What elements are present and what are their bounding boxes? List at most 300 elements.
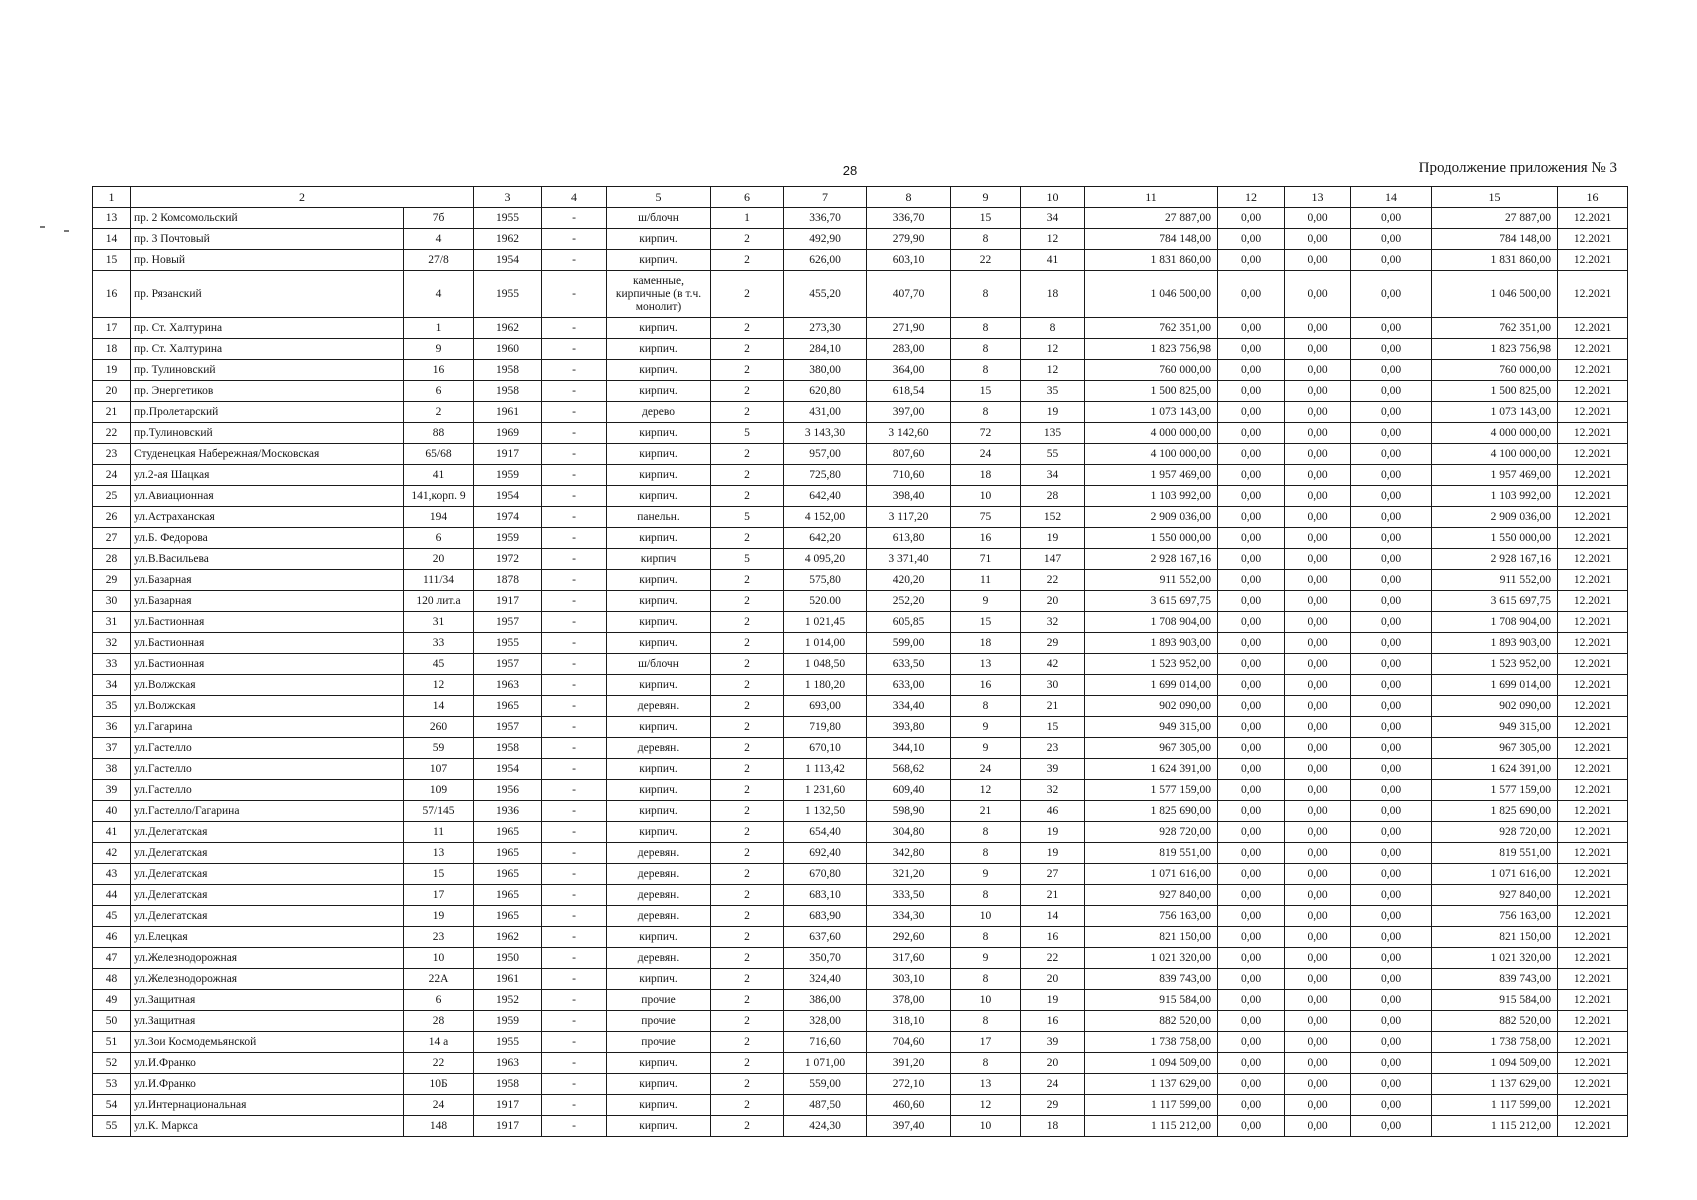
total-cost-cell: 1 957 469,00 <box>1085 465 1218 486</box>
house-number-cell: 22 <box>404 1053 474 1074</box>
column-13-cell: 0,00 <box>1285 822 1351 843</box>
column-13-cell: 0,00 <box>1285 423 1351 444</box>
column-14-cell: 0,00 <box>1351 696 1432 717</box>
house-number-cell: 88 <box>404 423 474 444</box>
year-built-cell: 1965 <box>474 906 542 927</box>
column-9-cell: 11 <box>951 570 1021 591</box>
street-cell: пр. Энергетиков <box>131 381 404 402</box>
row-number-cell: 28 <box>93 549 131 570</box>
year-built-cell: 1965 <box>474 822 542 843</box>
row-number-cell: 43 <box>93 864 131 885</box>
total-cost-cell: 819 551,00 <box>1085 843 1218 864</box>
column-10-cell: 12 <box>1021 229 1085 250</box>
column-13-cell: 0,00 <box>1285 1053 1351 1074</box>
column-14-cell: 0,00 <box>1351 927 1432 948</box>
column-15-cost-cell: 1 957 469,00 <box>1432 465 1558 486</box>
column-15-cost-cell: 1 738 758,00 <box>1432 1032 1558 1053</box>
residential-area-cell: 618,54 <box>867 381 951 402</box>
column-12-cell: 0,00 <box>1218 780 1285 801</box>
column-9-cell: 12 <box>951 780 1021 801</box>
column-15-cost-cell: 1 103 992,00 <box>1432 486 1558 507</box>
floors-cell: 2 <box>711 1032 784 1053</box>
year-built-cell: 1954 <box>474 486 542 507</box>
column-10-cell: 28 <box>1021 486 1085 507</box>
residential-area-cell: 633,00 <box>867 675 951 696</box>
table-row <box>93 801 1628 822</box>
column-14-cell: 0,00 <box>1351 948 1432 969</box>
table-row <box>93 612 1628 633</box>
column-9-cell: 8 <box>951 402 1021 423</box>
wall-material-cell: прочие <box>607 990 711 1011</box>
floors-cell: 2 <box>711 948 784 969</box>
column-4-cell: - <box>542 885 607 906</box>
house-number-cell: 12 <box>404 675 474 696</box>
year-built-cell: 1960 <box>474 339 542 360</box>
total-cost-cell: 1 500 825,00 <box>1085 381 1218 402</box>
total-area-cell: 654,40 <box>784 822 867 843</box>
column-header-4: 4 <box>542 187 607 208</box>
residential-area-cell: 407,70 <box>867 271 951 318</box>
year-built-cell: 1958 <box>474 1074 542 1095</box>
column-12-cell: 0,00 <box>1218 444 1285 465</box>
total-cost-cell: 1 738 758,00 <box>1085 1032 1218 1053</box>
column-14-cell: 0,00 <box>1351 402 1432 423</box>
column-9-cell: 8 <box>951 969 1021 990</box>
year-built-cell: 1959 <box>474 528 542 549</box>
house-number-cell: 14 <box>404 696 474 717</box>
scan-mark <box>40 226 45 228</box>
house-number-cell: 57/145 <box>404 801 474 822</box>
column-13-cell: 0,00 <box>1285 906 1351 927</box>
column-10-cell: 18 <box>1021 1116 1085 1137</box>
column-15-cost-cell: 1 523 952,00 <box>1432 654 1558 675</box>
residential-area-cell: 3 371,40 <box>867 549 951 570</box>
house-number-cell: 45 <box>404 654 474 675</box>
column-14-cell: 0,00 <box>1351 738 1432 759</box>
column-15-cost-cell: 1 708 904,00 <box>1432 612 1558 633</box>
table-row <box>93 822 1628 843</box>
column-10-cell: 19 <box>1021 990 1085 1011</box>
table-row <box>93 444 1628 465</box>
floors-cell: 2 <box>711 528 784 549</box>
total-area-cell: 386,00 <box>784 990 867 1011</box>
column-14-cell: 0,00 <box>1351 612 1432 633</box>
column-13-cell: 0,00 <box>1285 591 1351 612</box>
column-13-cell: 0,00 <box>1285 717 1351 738</box>
table-row <box>93 717 1628 738</box>
column-9-cell: 9 <box>951 948 1021 969</box>
wall-material-cell: кирпич. <box>607 250 711 271</box>
total-area-cell: 692,40 <box>784 843 867 864</box>
completion-date-cell: 12.2021 <box>1558 927 1628 948</box>
total-area-cell: 620,80 <box>784 381 867 402</box>
column-13-cell: 0,00 <box>1285 528 1351 549</box>
wall-material-cell: кирпич. <box>607 822 711 843</box>
total-cost-cell: 1 046 500,00 <box>1085 271 1218 318</box>
column-9-cell: 15 <box>951 612 1021 633</box>
completion-date-cell: 12.2021 <box>1558 780 1628 801</box>
floors-cell: 2 <box>711 843 784 864</box>
total-cost-cell: 1 094 509,00 <box>1085 1053 1218 1074</box>
total-cost-cell: 1 071 616,00 <box>1085 864 1218 885</box>
completion-date-cell: 12.2021 <box>1558 969 1628 990</box>
column-15-cost-cell: 1 823 756,98 <box>1432 339 1558 360</box>
row-number-cell: 33 <box>93 654 131 675</box>
column-4-cell: - <box>542 696 607 717</box>
total-area-cell: 575,80 <box>784 570 867 591</box>
row-number-cell: 42 <box>93 843 131 864</box>
column-9-cell: 24 <box>951 759 1021 780</box>
column-header-1: 1 <box>93 187 131 208</box>
wall-material-cell: каменные, кирпичные (в т.ч. монолит) <box>607 271 711 318</box>
column-10-cell: 24 <box>1021 1074 1085 1095</box>
column-9-cell: 17 <box>951 1032 1021 1053</box>
completion-date-cell: 12.2021 <box>1558 381 1628 402</box>
column-13-cell: 0,00 <box>1285 969 1351 990</box>
column-12-cell: 0,00 <box>1218 507 1285 528</box>
street-cell: ул.Делегатская <box>131 906 404 927</box>
house-number-cell: 6 <box>404 381 474 402</box>
column-15-cost-cell: 882 520,00 <box>1432 1011 1558 1032</box>
year-built-cell: 1917 <box>474 591 542 612</box>
total-area-cell: 637,60 <box>784 927 867 948</box>
wall-material-cell: кирпич. <box>607 591 711 612</box>
column-13-cell: 0,00 <box>1285 1095 1351 1116</box>
column-13-cell: 0,00 <box>1285 948 1351 969</box>
table-row <box>93 696 1628 717</box>
column-13-cell: 0,00 <box>1285 250 1351 271</box>
completion-date-cell: 12.2021 <box>1558 906 1628 927</box>
column-12-cell: 0,00 <box>1218 1032 1285 1053</box>
house-number-cell: 10Б <box>404 1074 474 1095</box>
column-15-cost-cell: 1 046 500,00 <box>1432 271 1558 318</box>
column-4-cell: - <box>542 360 607 381</box>
column-4-cell: - <box>542 759 607 780</box>
column-12-cell: 0,00 <box>1218 717 1285 738</box>
wall-material-cell: деревян. <box>607 696 711 717</box>
column-10-cell: 20 <box>1021 1053 1085 1074</box>
completion-date-cell: 12.2021 <box>1558 948 1628 969</box>
residential-area-cell: 336,70 <box>867 208 951 229</box>
total-area-cell: 1 048,50 <box>784 654 867 675</box>
house-number-cell: 194 <box>404 507 474 528</box>
row-number-cell: 54 <box>93 1095 131 1116</box>
residential-area-cell: 420,20 <box>867 570 951 591</box>
year-built-cell: 1956 <box>474 780 542 801</box>
column-15-cost-cell: 1 094 509,00 <box>1432 1053 1558 1074</box>
street-cell: пр. Тулиновский <box>131 360 404 381</box>
row-number-cell: 53 <box>93 1074 131 1095</box>
column-4-cell: - <box>542 465 607 486</box>
residential-area-cell: 609,40 <box>867 780 951 801</box>
column-9-cell: 75 <box>951 507 1021 528</box>
row-number-cell: 30 <box>93 591 131 612</box>
total-area-cell: 424,30 <box>784 1116 867 1137</box>
wall-material-cell: кирпич. <box>607 465 711 486</box>
total-area-cell: 1 132,50 <box>784 801 867 822</box>
house-number-cell: 11 <box>404 822 474 843</box>
floors-cell: 2 <box>711 444 784 465</box>
total-cost-cell: 1 825 690,00 <box>1085 801 1218 822</box>
floors-cell: 2 <box>711 990 784 1011</box>
year-built-cell: 1955 <box>474 271 542 318</box>
column-header-6: 6 <box>711 187 784 208</box>
residential-area-cell: 603,10 <box>867 250 951 271</box>
house-number-cell: 59 <box>404 738 474 759</box>
house-number-cell: 33 <box>404 633 474 654</box>
column-4-cell: - <box>542 906 607 927</box>
column-4-cell: - <box>542 612 607 633</box>
column-14-cell: 0,00 <box>1351 969 1432 990</box>
column-4-cell: - <box>542 969 607 990</box>
total-cost-cell: 1 103 992,00 <box>1085 486 1218 507</box>
house-number-cell: 65/68 <box>404 444 474 465</box>
table-row <box>93 549 1628 570</box>
column-4-cell: - <box>542 250 607 271</box>
table-row <box>93 927 1628 948</box>
residential-area-cell: 393,80 <box>867 717 951 738</box>
column-12-cell: 0,00 <box>1218 1074 1285 1095</box>
house-number-cell: 28 <box>404 1011 474 1032</box>
year-built-cell: 1955 <box>474 208 542 229</box>
column-4-cell: - <box>542 633 607 654</box>
registry-table-body <box>93 208 1628 1137</box>
total-cost-cell: 911 552,00 <box>1085 570 1218 591</box>
year-built-cell: 1958 <box>474 381 542 402</box>
column-12-cell: 0,00 <box>1218 1095 1285 1116</box>
total-area-cell: 380,00 <box>784 360 867 381</box>
column-9-cell: 8 <box>951 885 1021 906</box>
street-cell: пр. Рязанский <box>131 271 404 318</box>
residential-area-cell: 3 142,60 <box>867 423 951 444</box>
table-row <box>93 885 1628 906</box>
completion-date-cell: 12.2021 <box>1558 675 1628 696</box>
completion-date-cell: 12.2021 <box>1558 444 1628 465</box>
column-9-cell: 8 <box>951 696 1021 717</box>
column-header-13: 13 <box>1285 187 1351 208</box>
column-15-cost-cell: 1 137 629,00 <box>1432 1074 1558 1095</box>
column-13-cell: 0,00 <box>1285 549 1351 570</box>
year-built-cell: 1954 <box>474 759 542 780</box>
column-15-cost-cell: 784 148,00 <box>1432 229 1558 250</box>
table-row <box>93 507 1628 528</box>
street-cell: пр. 2 Комсомольский <box>131 208 404 229</box>
column-10-cell: 39 <box>1021 1032 1085 1053</box>
floors-cell: 2 <box>711 360 784 381</box>
column-9-cell: 10 <box>951 990 1021 1011</box>
column-14-cell: 0,00 <box>1351 271 1432 318</box>
wall-material-cell: кирпич. <box>607 633 711 654</box>
street-cell: ул.Бастионная <box>131 612 404 633</box>
building-registry-table <box>92 186 1628 1137</box>
residential-area-cell: 303,10 <box>867 969 951 990</box>
row-number-cell: 19 <box>93 360 131 381</box>
street-cell: ул.Железнодорожная <box>131 969 404 990</box>
wall-material-cell: кирпич. <box>607 675 711 696</box>
column-10-cell: 152 <box>1021 507 1085 528</box>
column-9-cell: 18 <box>951 465 1021 486</box>
column-9-cell: 8 <box>951 271 1021 318</box>
completion-date-cell: 12.2021 <box>1558 229 1628 250</box>
column-10-cell: 18 <box>1021 271 1085 318</box>
street-cell: ул.Бастионная <box>131 633 404 654</box>
floors-cell: 2 <box>711 250 784 271</box>
column-9-cell: 8 <box>951 843 1021 864</box>
floors-cell: 2 <box>711 927 784 948</box>
floors-cell: 2 <box>711 570 784 591</box>
street-cell: ул.В.Васильева <box>131 549 404 570</box>
column-4-cell: - <box>542 528 607 549</box>
column-header-10: 10 <box>1021 187 1085 208</box>
wall-material-cell: кирпич. <box>607 969 711 990</box>
street-cell: ул.Зои Космодемьянской <box>131 1032 404 1053</box>
house-number-cell: 6 <box>404 990 474 1011</box>
row-number-cell: 51 <box>93 1032 131 1053</box>
column-12-cell: 0,00 <box>1218 339 1285 360</box>
column-12-cell: 0,00 <box>1218 318 1285 339</box>
residential-area-cell: 333,50 <box>867 885 951 906</box>
floors-cell: 2 <box>711 318 784 339</box>
completion-date-cell: 12.2021 <box>1558 864 1628 885</box>
floors-cell: 2 <box>711 229 784 250</box>
residential-area-cell: 364,00 <box>867 360 951 381</box>
column-14-cell: 0,00 <box>1351 843 1432 864</box>
house-number-cell: 7б <box>404 208 474 229</box>
column-15-cost-cell: 1 825 690,00 <box>1432 801 1558 822</box>
wall-material-cell: деревян. <box>607 738 711 759</box>
year-built-cell: 1961 <box>474 969 542 990</box>
table-row <box>93 402 1628 423</box>
column-4-cell: - <box>542 948 607 969</box>
column-12-cell: 0,00 <box>1218 843 1285 864</box>
column-12-cell: 0,00 <box>1218 250 1285 271</box>
year-built-cell: 1962 <box>474 927 542 948</box>
row-number-cell: 13 <box>93 208 131 229</box>
wall-material-cell: ш/блочн <box>607 654 711 675</box>
completion-date-cell: 12.2021 <box>1558 402 1628 423</box>
row-number-cell: 21 <box>93 402 131 423</box>
row-number-cell: 17 <box>93 318 131 339</box>
row-number-cell: 16 <box>93 271 131 318</box>
total-area-cell: 719,80 <box>784 717 867 738</box>
floors-cell: 2 <box>711 1095 784 1116</box>
street-cell: ул.Волжская <box>131 696 404 717</box>
total-cost-cell: 821 150,00 <box>1085 927 1218 948</box>
year-built-cell: 1955 <box>474 633 542 654</box>
total-area-cell: 683,10 <box>784 885 867 906</box>
column-12-cell: 0,00 <box>1218 654 1285 675</box>
total-area-cell: 1 014,00 <box>784 633 867 654</box>
column-14-cell: 0,00 <box>1351 208 1432 229</box>
column-15-cost-cell: 756 163,00 <box>1432 906 1558 927</box>
total-cost-cell: 1 708 904,00 <box>1085 612 1218 633</box>
column-15-cost-cell: 760 000,00 <box>1432 360 1558 381</box>
house-number-cell: 23 <box>404 927 474 948</box>
column-header-16: 16 <box>1558 187 1628 208</box>
column-4-cell: - <box>542 591 607 612</box>
column-10-cell: 34 <box>1021 465 1085 486</box>
house-number-cell: 24 <box>404 1095 474 1116</box>
column-12-cell: 0,00 <box>1218 486 1285 507</box>
table-row <box>93 318 1628 339</box>
year-built-cell: 1965 <box>474 885 542 906</box>
row-number-cell: 18 <box>93 339 131 360</box>
scan-mark <box>64 230 69 232</box>
column-9-cell: 8 <box>951 927 1021 948</box>
row-number-cell: 48 <box>93 969 131 990</box>
wall-material-cell: деревян. <box>607 843 711 864</box>
total-cost-cell: 949 315,00 <box>1085 717 1218 738</box>
residential-area-cell: 271,90 <box>867 318 951 339</box>
column-13-cell: 0,00 <box>1285 271 1351 318</box>
column-4-cell: - <box>542 1053 607 1074</box>
column-4-cell: - <box>542 864 607 885</box>
residential-area-cell: 342,80 <box>867 843 951 864</box>
column-4-cell: - <box>542 486 607 507</box>
column-9-cell: 72 <box>951 423 1021 444</box>
column-12-cell: 0,00 <box>1218 738 1285 759</box>
house-number-cell: 10 <box>404 948 474 969</box>
table-row <box>93 381 1628 402</box>
house-number-cell: 141,корп. 9 <box>404 486 474 507</box>
column-10-cell: 20 <box>1021 969 1085 990</box>
table-row <box>93 759 1628 780</box>
table-row <box>93 738 1628 759</box>
wall-material-cell: деревян. <box>607 906 711 927</box>
column-4-cell: - <box>542 1074 607 1095</box>
column-9-cell: 71 <box>951 549 1021 570</box>
residential-area-cell: 807,60 <box>867 444 951 465</box>
street-cell: ул.Делегатская <box>131 843 404 864</box>
wall-material-cell: кирпич. <box>607 360 711 381</box>
house-number-cell: 13 <box>404 843 474 864</box>
completion-date-cell: 12.2021 <box>1558 801 1628 822</box>
column-15-cost-cell: 1 831 860,00 <box>1432 250 1558 271</box>
year-built-cell: 1952 <box>474 990 542 1011</box>
column-12-cell: 0,00 <box>1218 229 1285 250</box>
year-built-cell: 1959 <box>474 465 542 486</box>
column-10-cell: 8 <box>1021 318 1085 339</box>
column-10-cell: 19 <box>1021 402 1085 423</box>
wall-material-cell: кирпич. <box>607 927 711 948</box>
row-number-cell: 41 <box>93 822 131 843</box>
total-area-cell: 683,90 <box>784 906 867 927</box>
table-row <box>93 528 1628 549</box>
column-13-cell: 0,00 <box>1285 675 1351 696</box>
total-area-cell: 4 152,00 <box>784 507 867 528</box>
column-15-cost-cell: 1 071 616,00 <box>1432 864 1558 885</box>
column-9-cell: 9 <box>951 738 1021 759</box>
column-12-cell: 0,00 <box>1218 948 1285 969</box>
residential-area-cell: 292,60 <box>867 927 951 948</box>
floors-cell: 2 <box>711 759 784 780</box>
column-12-cell: 0,00 <box>1218 696 1285 717</box>
table-row <box>93 271 1628 318</box>
year-built-cell: 1917 <box>474 1116 542 1137</box>
floors-cell: 2 <box>711 465 784 486</box>
column-10-cell: 15 <box>1021 717 1085 738</box>
total-area-cell: 1 071,00 <box>784 1053 867 1074</box>
year-built-cell: 1878 <box>474 570 542 591</box>
column-14-cell: 0,00 <box>1351 654 1432 675</box>
column-4-cell: - <box>542 507 607 528</box>
column-12-cell: 0,00 <box>1218 465 1285 486</box>
floors-cell: 2 <box>711 885 784 906</box>
wall-material-cell: ш/блочн <box>607 208 711 229</box>
street-cell: пр. 3 Почтовый <box>131 229 404 250</box>
column-15-cost-cell: 928 720,00 <box>1432 822 1558 843</box>
floors-cell: 2 <box>711 780 784 801</box>
